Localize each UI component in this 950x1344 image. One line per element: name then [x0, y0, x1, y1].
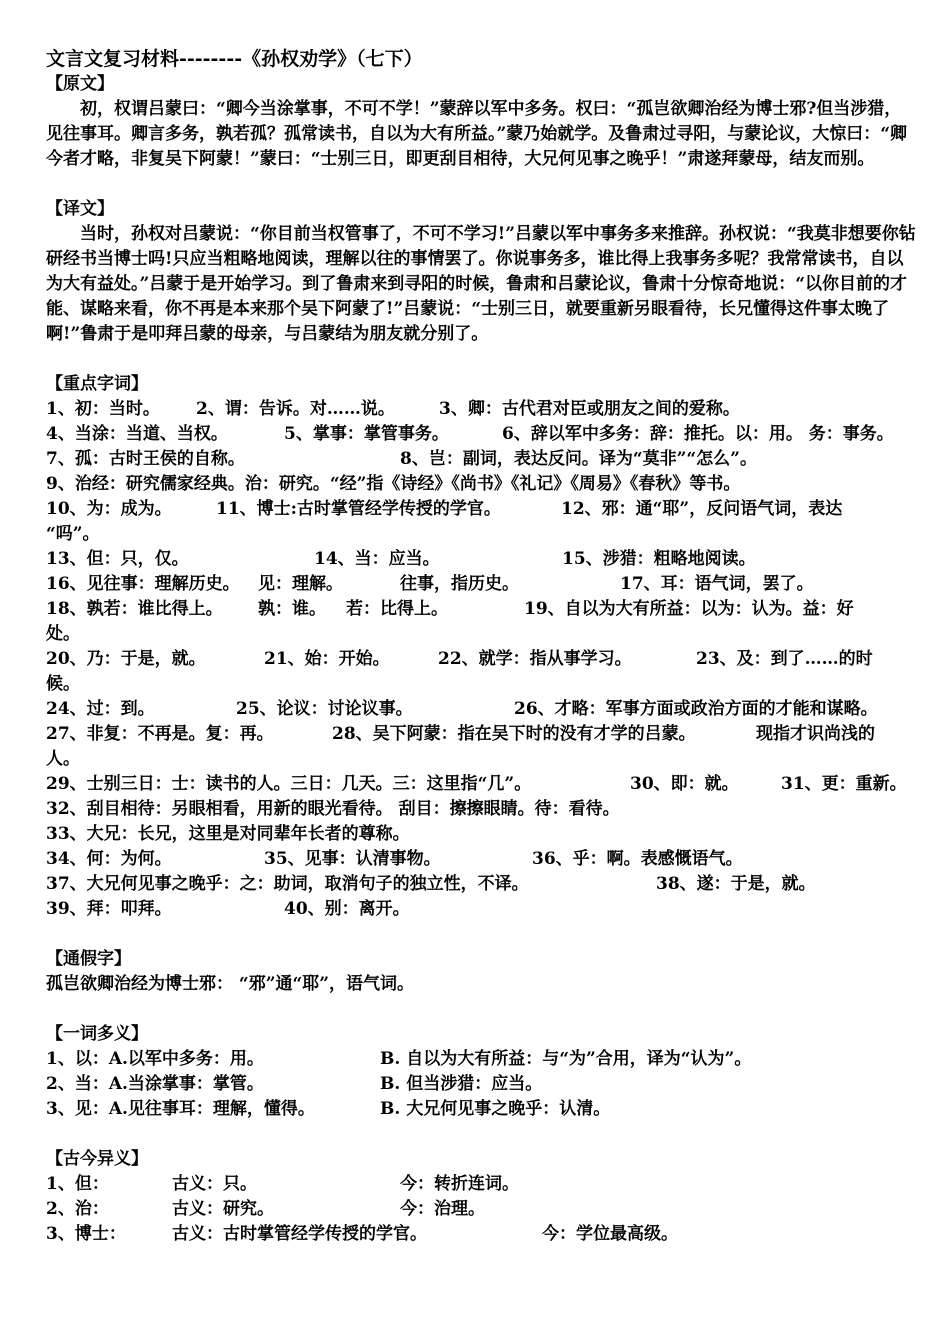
polysemy-row — [46, 1072, 916, 1097]
polysemy-meaning-a: 1、以：A.以军中多务：用。 — [46, 1049, 264, 1069]
keyword-item: 7、孤：古时王侯的自称。 — [46, 449, 245, 469]
modern-meaning: 今：转折连词。 — [400, 1174, 519, 1194]
keyword-item: 19、自以为大有所益：以为：认为。益：好 — [524, 599, 854, 619]
keyword-row — [46, 597, 916, 622]
section-heading-keywords: 【重点字词】 — [46, 374, 148, 394]
keyword-row — [46, 772, 916, 797]
spacer — [46, 997, 916, 1022]
keyword-item: 15、涉猎：粗略地阅读。 — [562, 549, 756, 569]
keyword-item: 5、掌事：掌管事务。 — [284, 424, 449, 444]
keyword-item: 17、耳：语气词，罢了。 — [620, 574, 814, 594]
keyword-item: 8、岂：副词，表达反问。译为“莫非”“怎么”。 — [400, 449, 757, 469]
polysemy-meaning-b: B. 自以为大有所益：与“为”合用，译为“认为”。 — [380, 1049, 752, 1069]
keyword-item: 34、何：为何。 — [46, 849, 172, 869]
keyword-item: 14、当：应当。 — [314, 549, 440, 569]
section-heading-tongjia: 【通假字】 — [46, 949, 131, 969]
keyword-item: 23、及：到了……的时 — [696, 649, 873, 669]
keyword-item: 1、初：当时。 — [46, 399, 160, 419]
keyword-item: 30、即：就。 — [630, 774, 739, 794]
keyword-item: 25、论议：讨论议事。 — [236, 699, 413, 719]
keyword-row — [46, 422, 916, 447]
modern-meaning: 今：治理。 — [400, 1199, 485, 1219]
section-heading-ancient-modern: 【古今异义】 — [46, 1149, 148, 1169]
keyword-row — [46, 397, 916, 422]
keyword-item: 37、大兄何见事之晚乎：之：助词，取消句子的独立性，不译。 — [46, 874, 529, 894]
keyword-item: 28、吴下阿蒙：指在吴下时的没有才学的吕蒙。 — [332, 724, 696, 744]
keyword-item: 12、邪：通“耶”，反问语气词，表达 — [561, 499, 843, 519]
spacer — [46, 1122, 916, 1147]
keyword-item: 40、别：离开。 — [284, 899, 410, 919]
keyword-row — [46, 522, 916, 547]
polysemy-meaning-b: B. 但当涉猎：应当。 — [380, 1074, 543, 1094]
keyword-item: 若：比得上。 — [346, 599, 448, 619]
keyword-item: 26、才略：军事方面或政治方面的才能和谋略。 — [514, 699, 878, 719]
polysemy-meaning-a: 2、当：A.当涂掌事：掌管。 — [46, 1074, 264, 1094]
keyword-item: 往事，指历史。 — [400, 574, 519, 594]
ancient-modern-row — [46, 1197, 916, 1222]
keyword-item: 13、但：只，仅。 — [46, 549, 189, 569]
spacer — [46, 922, 916, 947]
keyword-item: 38、遂：于是，就。 — [656, 874, 816, 894]
section-heading-translation: 【译文】 — [46, 199, 114, 219]
keyword-item-continued: 候。 — [46, 674, 80, 694]
keyword-row — [46, 847, 916, 872]
keyword-item: 11、博士:古时掌管经学传授的学官。 — [216, 499, 501, 519]
ancient-meaning: 古义：只。 — [172, 1174, 257, 1194]
section-heading-original: 【原文】 — [46, 74, 114, 94]
polysemy-row — [46, 1047, 916, 1072]
spacer — [46, 347, 916, 372]
ancient-modern-row — [46, 1172, 916, 1197]
keyword-item: 见：理解。 — [258, 574, 343, 594]
keyword-item: 9、治经：研究儒家经典。治：研究。“经”指《诗经》《尚书》《礼记》《周易》《春秋》等书。 — [46, 474, 741, 494]
keyword-item: 6、辞以军中多务：辞：推托。以：用。 务：事务。 — [502, 424, 894, 444]
keyword-item: 24、过：到。 — [46, 699, 155, 719]
keyword-row — [46, 622, 916, 647]
modern-meaning: 今：学位最高级。 — [542, 1224, 678, 1244]
tongjia-row — [46, 972, 916, 997]
keyword-item: 2、谓：告诉。对……说。 — [196, 399, 395, 419]
original-text: 初，权谓吕蒙曰：“卿今当涂掌事，不可不学！”蒙辞以军中多务。权曰：“孤岂欲卿治经为博士邪?但当涉猎，见往事耳。卿言多务，孰若孤？孤常读书，自以为大有所益。”蒙乃始就学。及鲁肃过寻阳，与蒙论议，大惊曰：“卿今者才略，非复吴下阿蒙！”蒙曰：“士别三日，即更刮目相待，大兄何见事之晚乎！”肃遂拜蒙母，结友而别。 — [46, 99, 908, 169]
keyword-item: 孰：谁。 — [258, 599, 326, 619]
ancient-modern-word: 2、治： — [46, 1199, 109, 1219]
keyword-item: 现指才识尚浅的 — [756, 724, 875, 744]
translation-text: 当时，孙权对吕蒙说：“你目前当权管事了，不可不学习!”吕蒙以军中事务多来推辞。孙权说：“我莫非想要你钻研经书当博士吗!只应当粗略地阅读，理解以往的事情罢了。你说事务多，谁比得上我事务多呢？我常常读书，自以为大有益处。”吕蒙于是开始学习。到了鲁肃来到寻阳的时候，鲁肃和吕蒙论议，鲁肃十分惊奇地说：“以你目前的才能、谋略来看，你不再是本来那个吴下阿蒙了!”吕蒙说：“士别三日，就要重新另眼看待，长兄懂得这件事太晚了啊!”鲁肃于是叩拜吕蒙的母亲，与吕蒙结为朋友就分别了。 — [46, 224, 916, 344]
keyword-row — [46, 497, 916, 522]
keyword-row — [46, 747, 916, 772]
keyword-item: 4、当涂：当道、当权。 — [46, 424, 228, 444]
keyword-row — [46, 897, 916, 922]
keyword-item: 36、乎：啊。表感慨语气。 — [532, 849, 743, 869]
keyword-row — [46, 797, 916, 822]
ancient-meaning: 古义：研究。 — [172, 1199, 274, 1219]
keyword-item: 22、就学：指从事学习。 — [438, 649, 632, 669]
ancient-modern-word: 3、博士： — [46, 1224, 126, 1244]
tongjia-text: 孤岂欲卿治经为博士邪： “邪”通“耶”，语气词。 — [46, 974, 415, 994]
keyword-item: 33、大兄：长兄，这里是对同辈年长者的尊称。 — [46, 824, 410, 844]
keyword-row — [46, 822, 916, 847]
keyword-item: 35、见事：认清事物。 — [264, 849, 441, 869]
keyword-row — [46, 647, 916, 672]
keyword-row — [46, 472, 916, 497]
ancient-meaning: 古义：古时掌管经学传授的学官。 — [172, 1224, 427, 1244]
keyword-item-continued: “吗”。 — [46, 524, 100, 544]
keyword-item: 29、士别三日：士：读书的人。三日：几天。三：这里指“几”。 — [46, 774, 532, 794]
polysemy-row — [46, 1097, 916, 1122]
keyword-item: 39、拜：叩拜。 — [46, 899, 172, 919]
keyword-item: 10、为：成为。 — [46, 499, 172, 519]
keyword-row — [46, 872, 916, 897]
keyword-item: 31、更：重新。 — [781, 774, 907, 794]
spacer — [46, 172, 916, 197]
ancient-modern-row — [46, 1222, 916, 1247]
keyword-item: 27、非复：不再是。复：再。 — [46, 724, 274, 744]
keyword-item: 32、刮目相待：另眼相看，用新的眼光看待。 刮目：擦擦眼睛。待：看待。 — [46, 799, 620, 819]
keyword-row — [46, 572, 916, 597]
keyword-row — [46, 447, 916, 472]
polysemy-meaning-b: B. 大兄何见事之晚乎：认清。 — [380, 1099, 611, 1119]
keyword-row — [46, 672, 916, 697]
polysemy-meaning-a: 3、见：A.见往事耳：理解，懂得。 — [46, 1099, 315, 1119]
ancient-modern-word: 1、但： — [46, 1174, 109, 1194]
keyword-row — [46, 697, 916, 722]
keyword-item: 20、乃：于是，就。 — [46, 649, 206, 669]
keyword-item: 3、卿：古代君对臣或朋友之间的爱称。 — [439, 399, 740, 419]
keyword-item: 16、见往事：理解历史。 — [46, 574, 240, 594]
keyword-item-continued: 人。 — [46, 749, 80, 769]
document-title: 文言文复习材料--------《孙权劝学》（七下） — [46, 48, 423, 70]
keyword-item: 21、始：开始。 — [264, 649, 390, 669]
keyword-item-continued: 处。 — [46, 624, 80, 644]
keyword-row — [46, 722, 916, 747]
section-heading-polysemy: 【一词多义】 — [46, 1024, 148, 1044]
keyword-item: 18、孰若：谁比得上。 — [46, 599, 223, 619]
keyword-row — [46, 547, 916, 572]
document-page — [46, 46, 916, 1247]
